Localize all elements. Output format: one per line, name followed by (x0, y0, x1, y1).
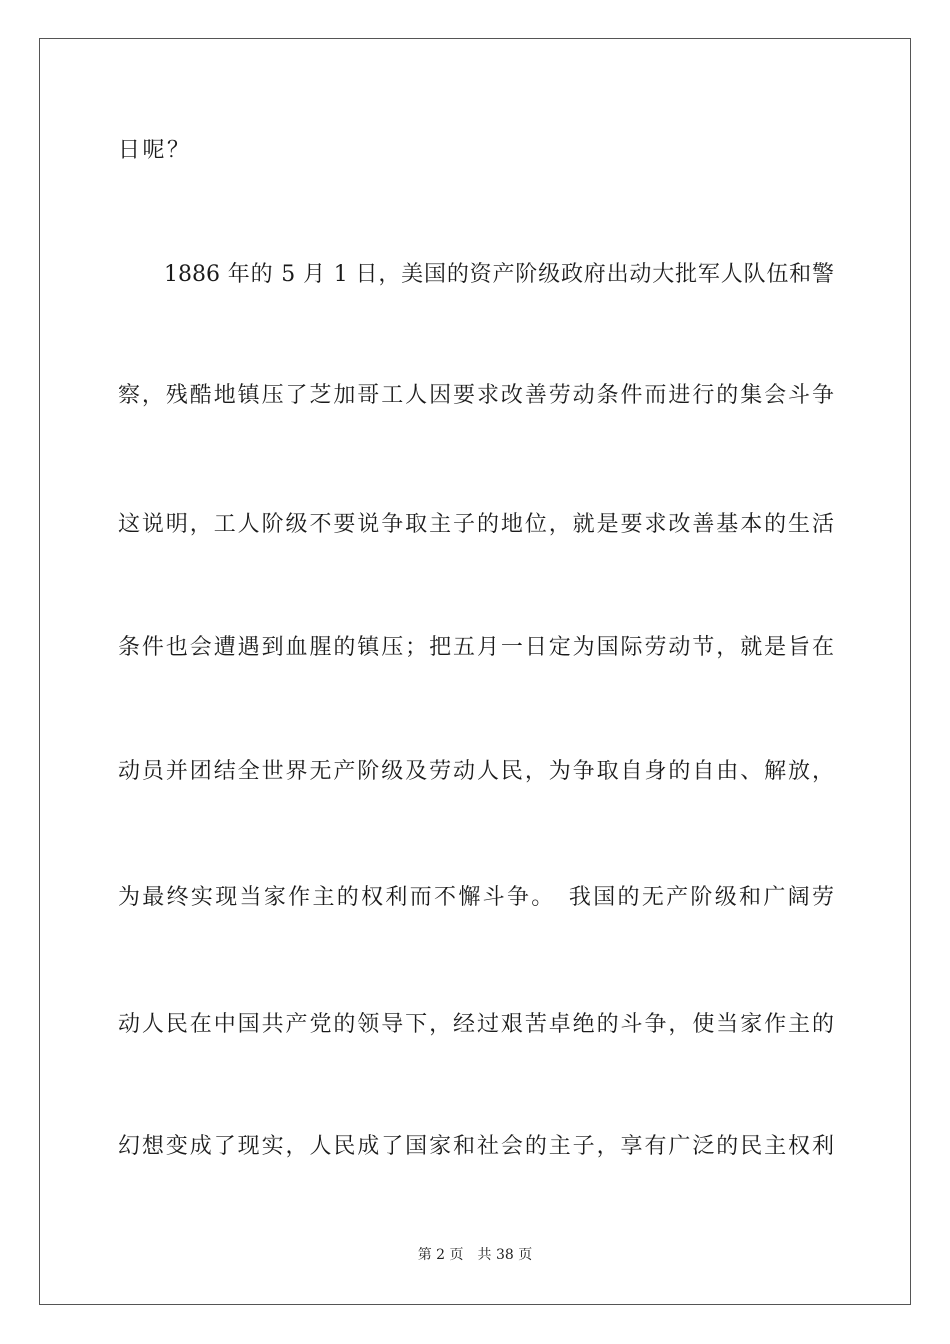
page-footer (0, 1246, 950, 1264)
text-line: 日呢？ (118, 138, 192, 163)
page-number: 第 2 页 (417, 1247, 464, 1263)
text-line: 幻想变成了现实，人民成了国家和社会的主子，享有广泛的民主权利 (118, 1134, 834, 1159)
text-line: 1886 年的 5 月 1 日，美国的资产阶级政府出动大批军人队伍和警 (164, 262, 834, 287)
text-line: 动员并团结全世界无产阶级及劳动人民，为争取自身的自由、解放， (118, 759, 834, 784)
text-line: 为最终实现当家作主的权利而不懈斗争。 我国的无产阶级和广阔劳 (118, 885, 834, 910)
page-frame (39, 38, 911, 1305)
text-line: 察，残酷地镇压了芝加哥工人因要求改善劳动条件而进行的集会斗争 (118, 383, 834, 408)
text-line: 这说明，工人阶级不要说争取主子的地位，就是要求改善基本的生活 (118, 512, 834, 537)
page-total: 共 38 页 (477, 1247, 533, 1263)
text-line: 动人民在中国共产党的领导下，经过艰苦卓绝的斗争，使当家作主的 (118, 1012, 834, 1037)
text-line: 条件也会遭遇到血腥的镇压；把五月一日定为国际劳动节，就是旨在 (118, 635, 834, 660)
